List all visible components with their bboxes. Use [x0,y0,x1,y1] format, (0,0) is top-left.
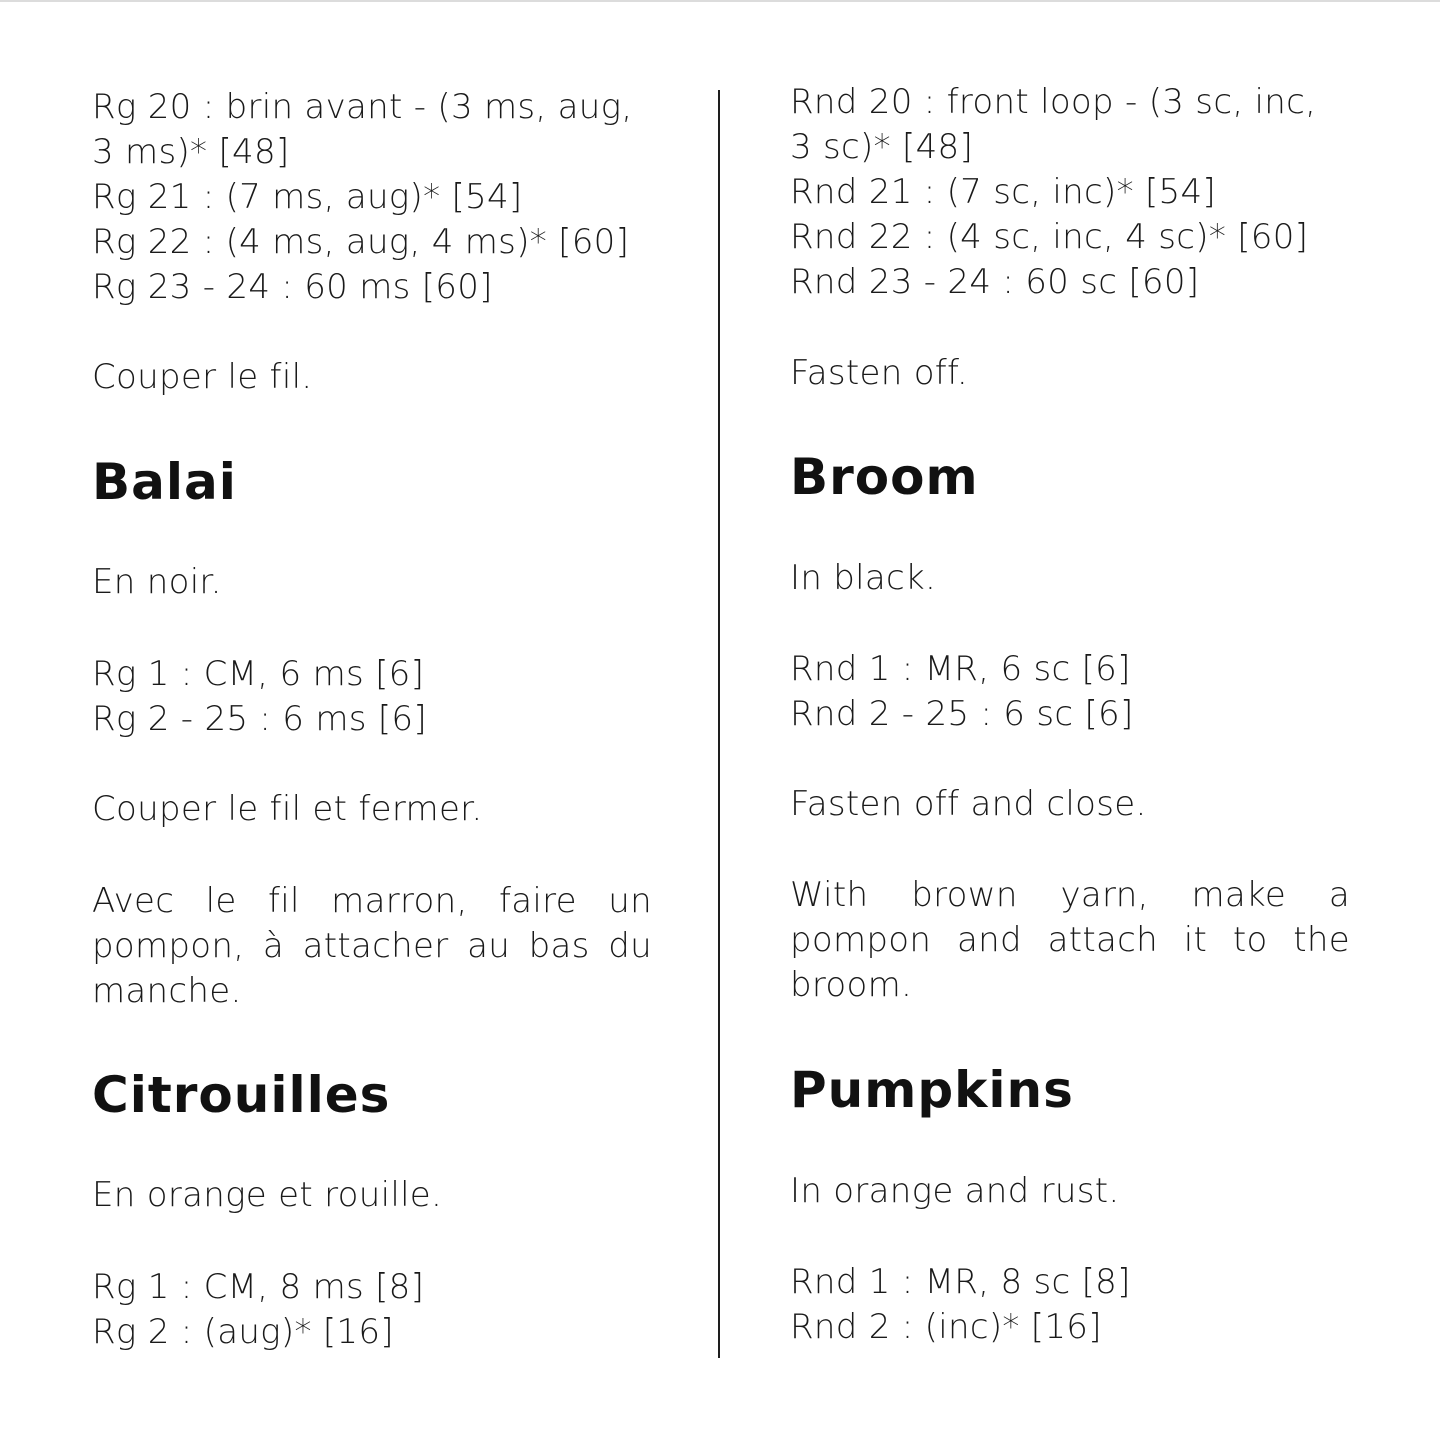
color-note: En noir. [92,562,222,602]
instruction-paragraph: Avec le fil marron, faire un pompon, à attacher au bas du manche. [92,881,652,1011]
pattern-row: Rnd 22 : (4 sc, inc, 4 sc)* [60] [790,217,1309,257]
color-note: En orange et rouille. [92,1175,443,1215]
pattern-row: Rg 2 : (aug)* [16] [92,1312,394,1352]
pattern-row: Rnd 20 : front loop - (3 sc, inc, [790,82,1317,122]
pattern-row: 3 sc)* [48] [790,127,974,167]
pattern-row: Rnd 2 : (inc)* [16] [790,1307,1102,1347]
pattern-row: Rg 1 : CM, 8 ms [8] [92,1267,425,1307]
pattern-row: Rnd 1 : MR, 6 sc [6] [790,649,1131,689]
pattern-row: Rnd 1 : MR, 8 sc [8] [790,1262,1131,1302]
instruction-text: Fasten off and close. [790,784,1147,824]
section-heading-balai: Balai [92,453,237,511]
pattern-row: Rg 20 : brin avant - (3 ms, aug, [92,87,633,127]
instruction-text: Couper le fil et fermer. [92,789,483,829]
pattern-row: Rg 22 : (4 ms, aug, 4 ms)* [60] [92,222,630,262]
pattern-row: 3 ms)* [48] [92,132,290,172]
color-note: In orange and rust. [790,1171,1120,1211]
pattern-row: Rnd 2 - 25 : 6 sc [6] [790,694,1134,734]
instruction-text: Couper le fil. [92,357,313,397]
top-border [0,0,1440,2]
section-heading-broom: Broom [790,448,979,506]
pattern-row: Rnd 21 : (7 sc, inc)* [54] [790,172,1216,212]
pattern-row: Rnd 23 - 24 : 60 sc [60] [790,262,1200,302]
instruction-paragraph: With brown yarn, make a pompon and attach it to the broom. [790,875,1350,1005]
section-heading-pumpkins: Pumpkins [790,1061,1074,1119]
pattern-row: Rg 23 - 24 : 60 ms [60] [92,267,493,307]
pattern-row: Rg 2 - 25 : 6 ms [6] [92,699,427,739]
color-note: In black. [790,558,937,598]
section-heading-citrouilles: Citrouilles [92,1066,391,1124]
instruction-text: Fasten off. [790,353,968,393]
pattern-row: Rg 1 : CM, 6 ms [6] [92,654,425,694]
pattern-row: Rg 21 : (7 ms, aug)* [54] [92,177,523,217]
column-divider [718,90,720,1358]
